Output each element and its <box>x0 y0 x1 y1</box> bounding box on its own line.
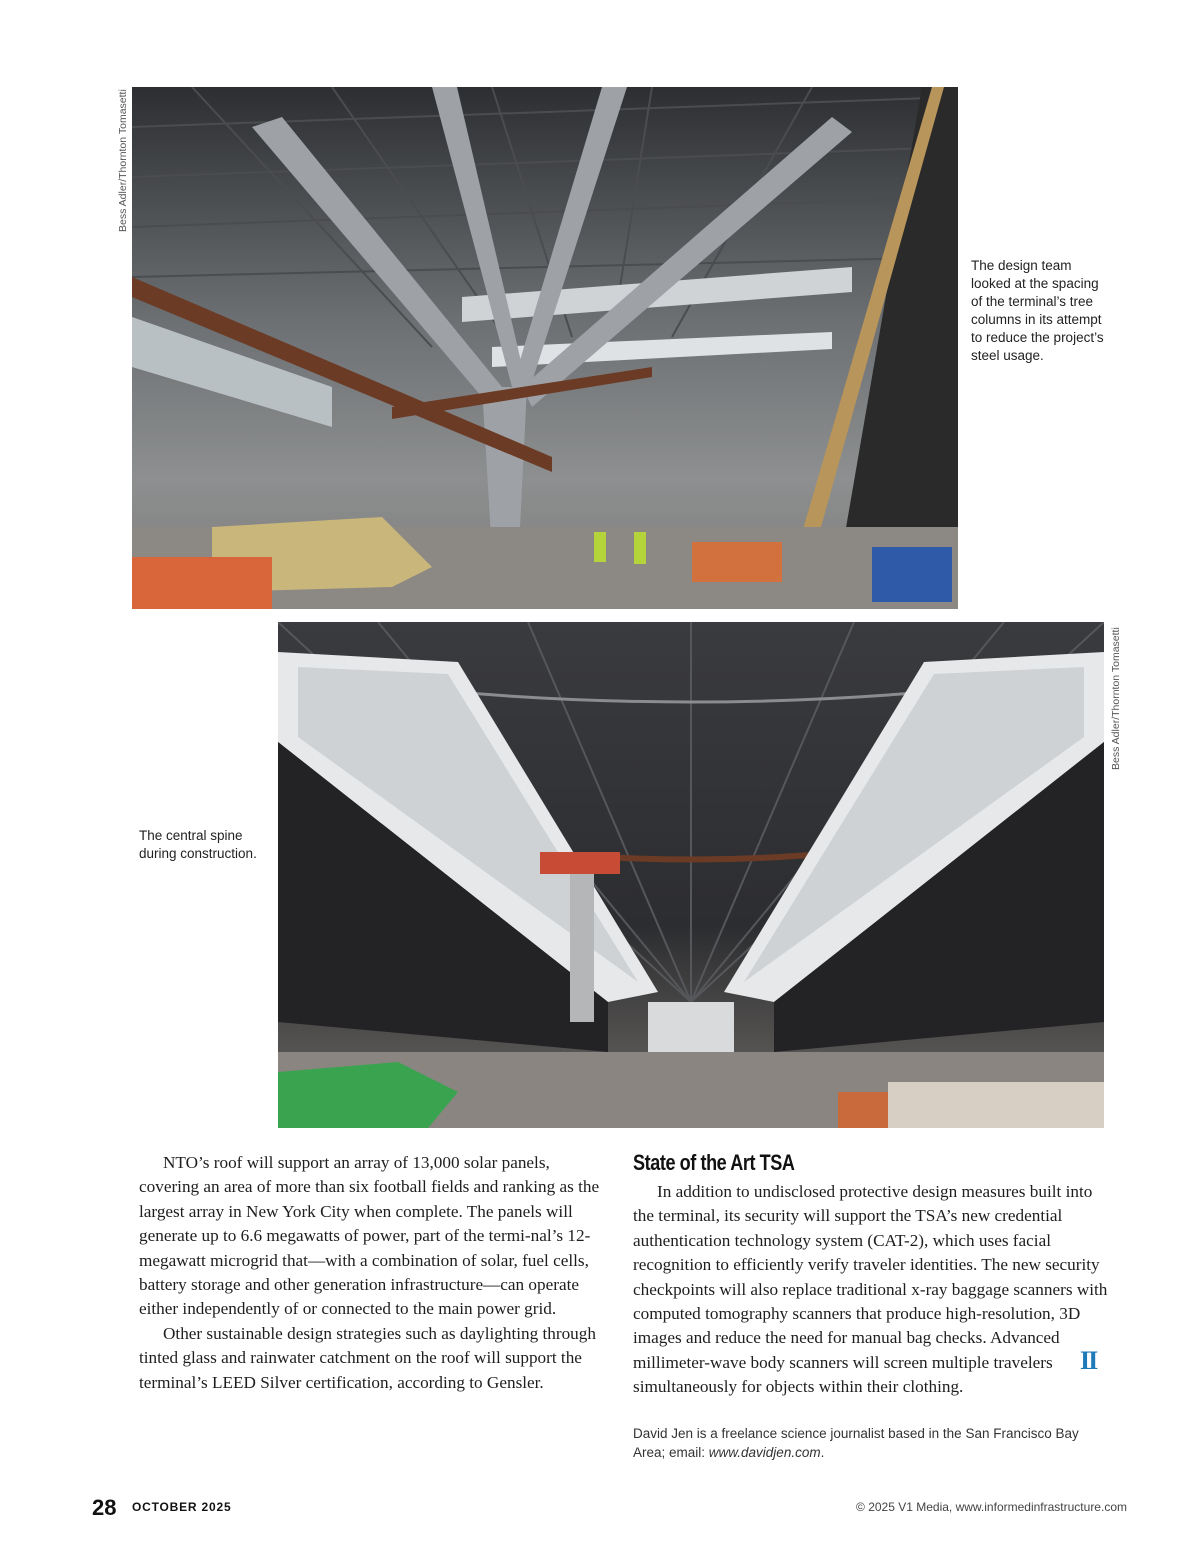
article-paragraph: Other sustainable design strategies such as daylighting through tinted glass and rainwater catchment on the roof will support the terminal’s LEED Silver certification, according to Gensler. <box>139 1323 596 1392</box>
photo-credit-bottom: Bess Adler/Thornton Tomasetti <box>1110 627 1122 770</box>
author-bio-end: . <box>820 1445 825 1460</box>
photo-tree-columns <box>132 87 958 609</box>
caption-top: The design team looked at the spacing of the terminal’s tree columns in its attempt to reduce the project’s steel usage. <box>971 258 1104 363</box>
photo-central-spine-image <box>278 622 1104 1128</box>
author-bio-text: David Jen is a freelance science journalist based in the San Francisco Bay Area; email: <box>633 1426 1079 1460</box>
copyright-notice: © 2025 V1 Media, www.informedinfrastructure.com <box>856 1500 1127 1514</box>
caption-bottom: The central spine during construction. <box>139 828 257 861</box>
article-paragraph: NTO’s roof will support an array of 13,000 solar panels, covering an area of more than six football fields and ranking as the largest array in New York City when complete. The panels will generate up to 6.6 megawatts of power, part of the termi-nal’s 12-megawatt microgrid that—with a combination of solar, fuel cells, battery storage and other generation infrastructure—can operate either independently of or connected to the main power grid. <box>139 1153 600 1319</box>
page-number: 28 <box>92 1495 117 1520</box>
author-website-link[interactable]: www.davidjen.com <box>708 1445 821 1460</box>
article-right-column <box>633 1180 1108 1400</box>
article-left-column <box>139 1151 609 1395</box>
section-heading: State of the Art TSA <box>633 1150 795 1175</box>
issue-date: OCTOBER 2025 <box>132 1500 232 1514</box>
end-mark-icon: II <box>1080 1346 1097 1375</box>
photo-central-spine <box>278 622 1104 1128</box>
photo-tree-columns-image <box>132 87 958 609</box>
article-paragraph: In addition to undisclosed protective design measures built into the terminal, its security will support the TSA’s new credential authentication technology system (CAT-2), which uses facial recognition to efficiently verify traveler identities. The new security checkpoints will also replace traditional x-ray baggage scanners with computed tomography scanners that produce high-resolution, 3D images and reduce the need for manual bag checks. Advanced millimeter-wave body scanners will screen multiple travelers simultaneously for objects within their clothing. <box>633 1182 1108 1397</box>
author-bio <box>633 1424 1103 1462</box>
photo-credit-top: Bess Adler/Thornton Tomasetti <box>117 89 129 232</box>
